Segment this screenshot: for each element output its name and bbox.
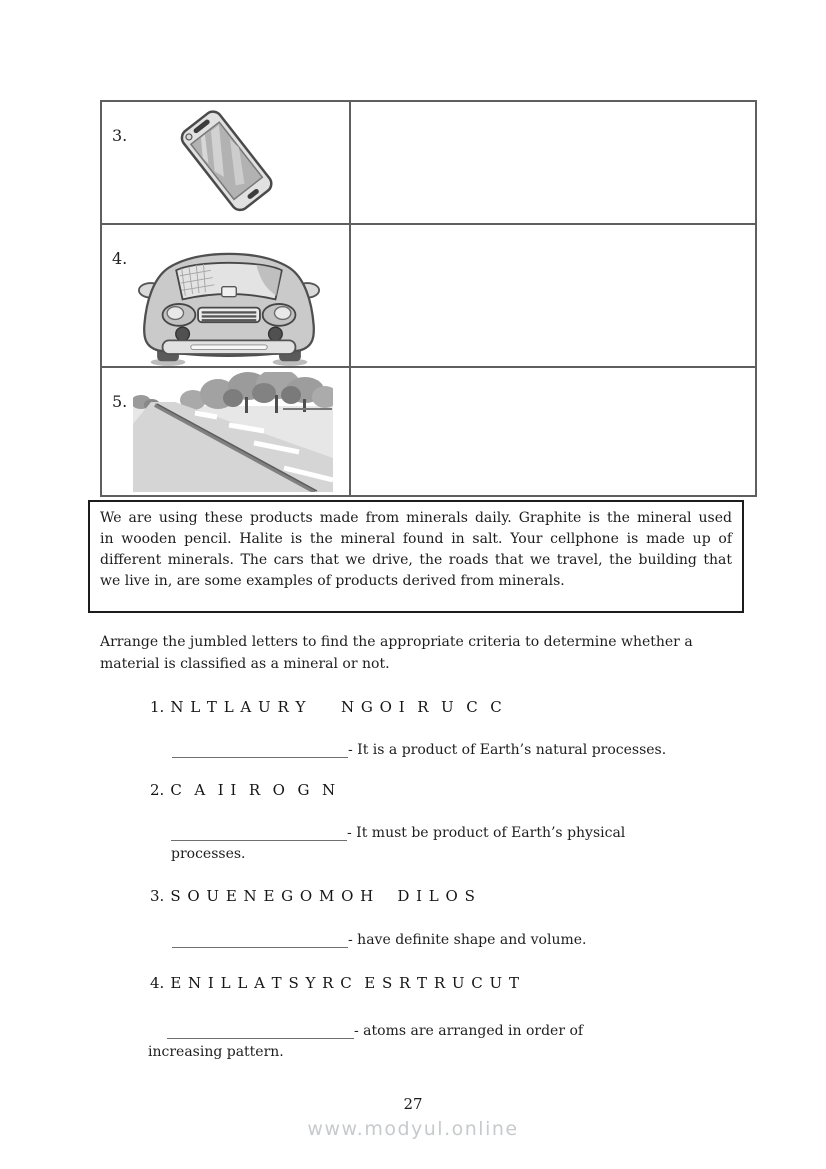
answer-cell [350,101,756,224]
definition-text: - atoms are arranged in order of [354,1023,584,1039]
answer-blank-line [167,1022,354,1039]
exercise-instructions [100,631,730,675]
info-box-line: in wooden pencil. Halite is the mineral found in salt. Your cellphone is made up of [100,531,732,547]
answer-line-item-4 [148,1021,688,1063]
table-row [101,101,756,224]
definition-text: - It must be product of Earth’s physical [347,825,626,841]
jumbled-letters: S O U E N E G O M O H D I L O S [170,887,476,905]
info-box-line: We are using these products made from minerals daily. Graphite is the mineral used [100,510,732,526]
jumbled-letters-item-3 [150,886,476,906]
answer-cell [350,367,756,496]
car-front-illustration [138,232,320,365]
definition-text: - have definite shape and volume. [348,932,587,948]
definition-continuation: increasing pattern. [148,1044,284,1060]
item-number: 1. [150,698,165,716]
road-landscape-illustration [133,372,333,492]
jumbled-letters: N L T L A U R Y N G O I R U C C [170,698,503,716]
item-number: 4. [150,974,165,992]
instructions-line: Arrange the jumbled letters to find the appropriate criteria to determine whether a [100,634,693,650]
definition-text: - It is a product of Earth’s natural processes. [348,742,667,758]
info-box [88,500,744,613]
instructions-line: material is classified as a mineral or not. [100,656,390,672]
jumbled-letters: C A I I R O G N [170,781,337,799]
row-number: 4. [112,249,128,268]
item-number: 3. [150,887,165,905]
row-number: 5. [112,392,128,411]
info-box-line: different minerals. The cars that we drive, the roads that we travel, the building that [100,552,732,568]
image-cell [101,224,350,367]
row-number: 3. [112,126,128,145]
table-row [101,367,756,496]
jumbled-letters-item-4 [150,973,520,993]
answer-line-item-1 [172,740,752,761]
table-row [101,224,756,367]
item-number: 2. [150,781,165,799]
smartphone-illustration [170,106,282,218]
jumbled-letters: E N I L L A T S Y R C E S R T R U C U T [170,974,520,992]
answer-blank-line [171,824,347,841]
image-cell [101,101,350,224]
page-number: 27 [403,1095,423,1113]
answer-blank-line [172,741,348,758]
definition-continuation: processes. [171,846,246,862]
jumbled-letters-item-2 [150,780,336,800]
info-box-line: we live in, are some examples of products derived from minerals. [100,573,565,589]
answer-line-item-2 [171,823,711,865]
answer-line-item-3 [172,930,712,951]
answer-blank-line [172,931,348,948]
image-cell [101,367,350,496]
watermark: www.modyul.online [307,1118,519,1140]
jumbled-letters-item-1 [150,697,503,717]
products-table [100,100,757,497]
answer-cell [350,224,756,367]
